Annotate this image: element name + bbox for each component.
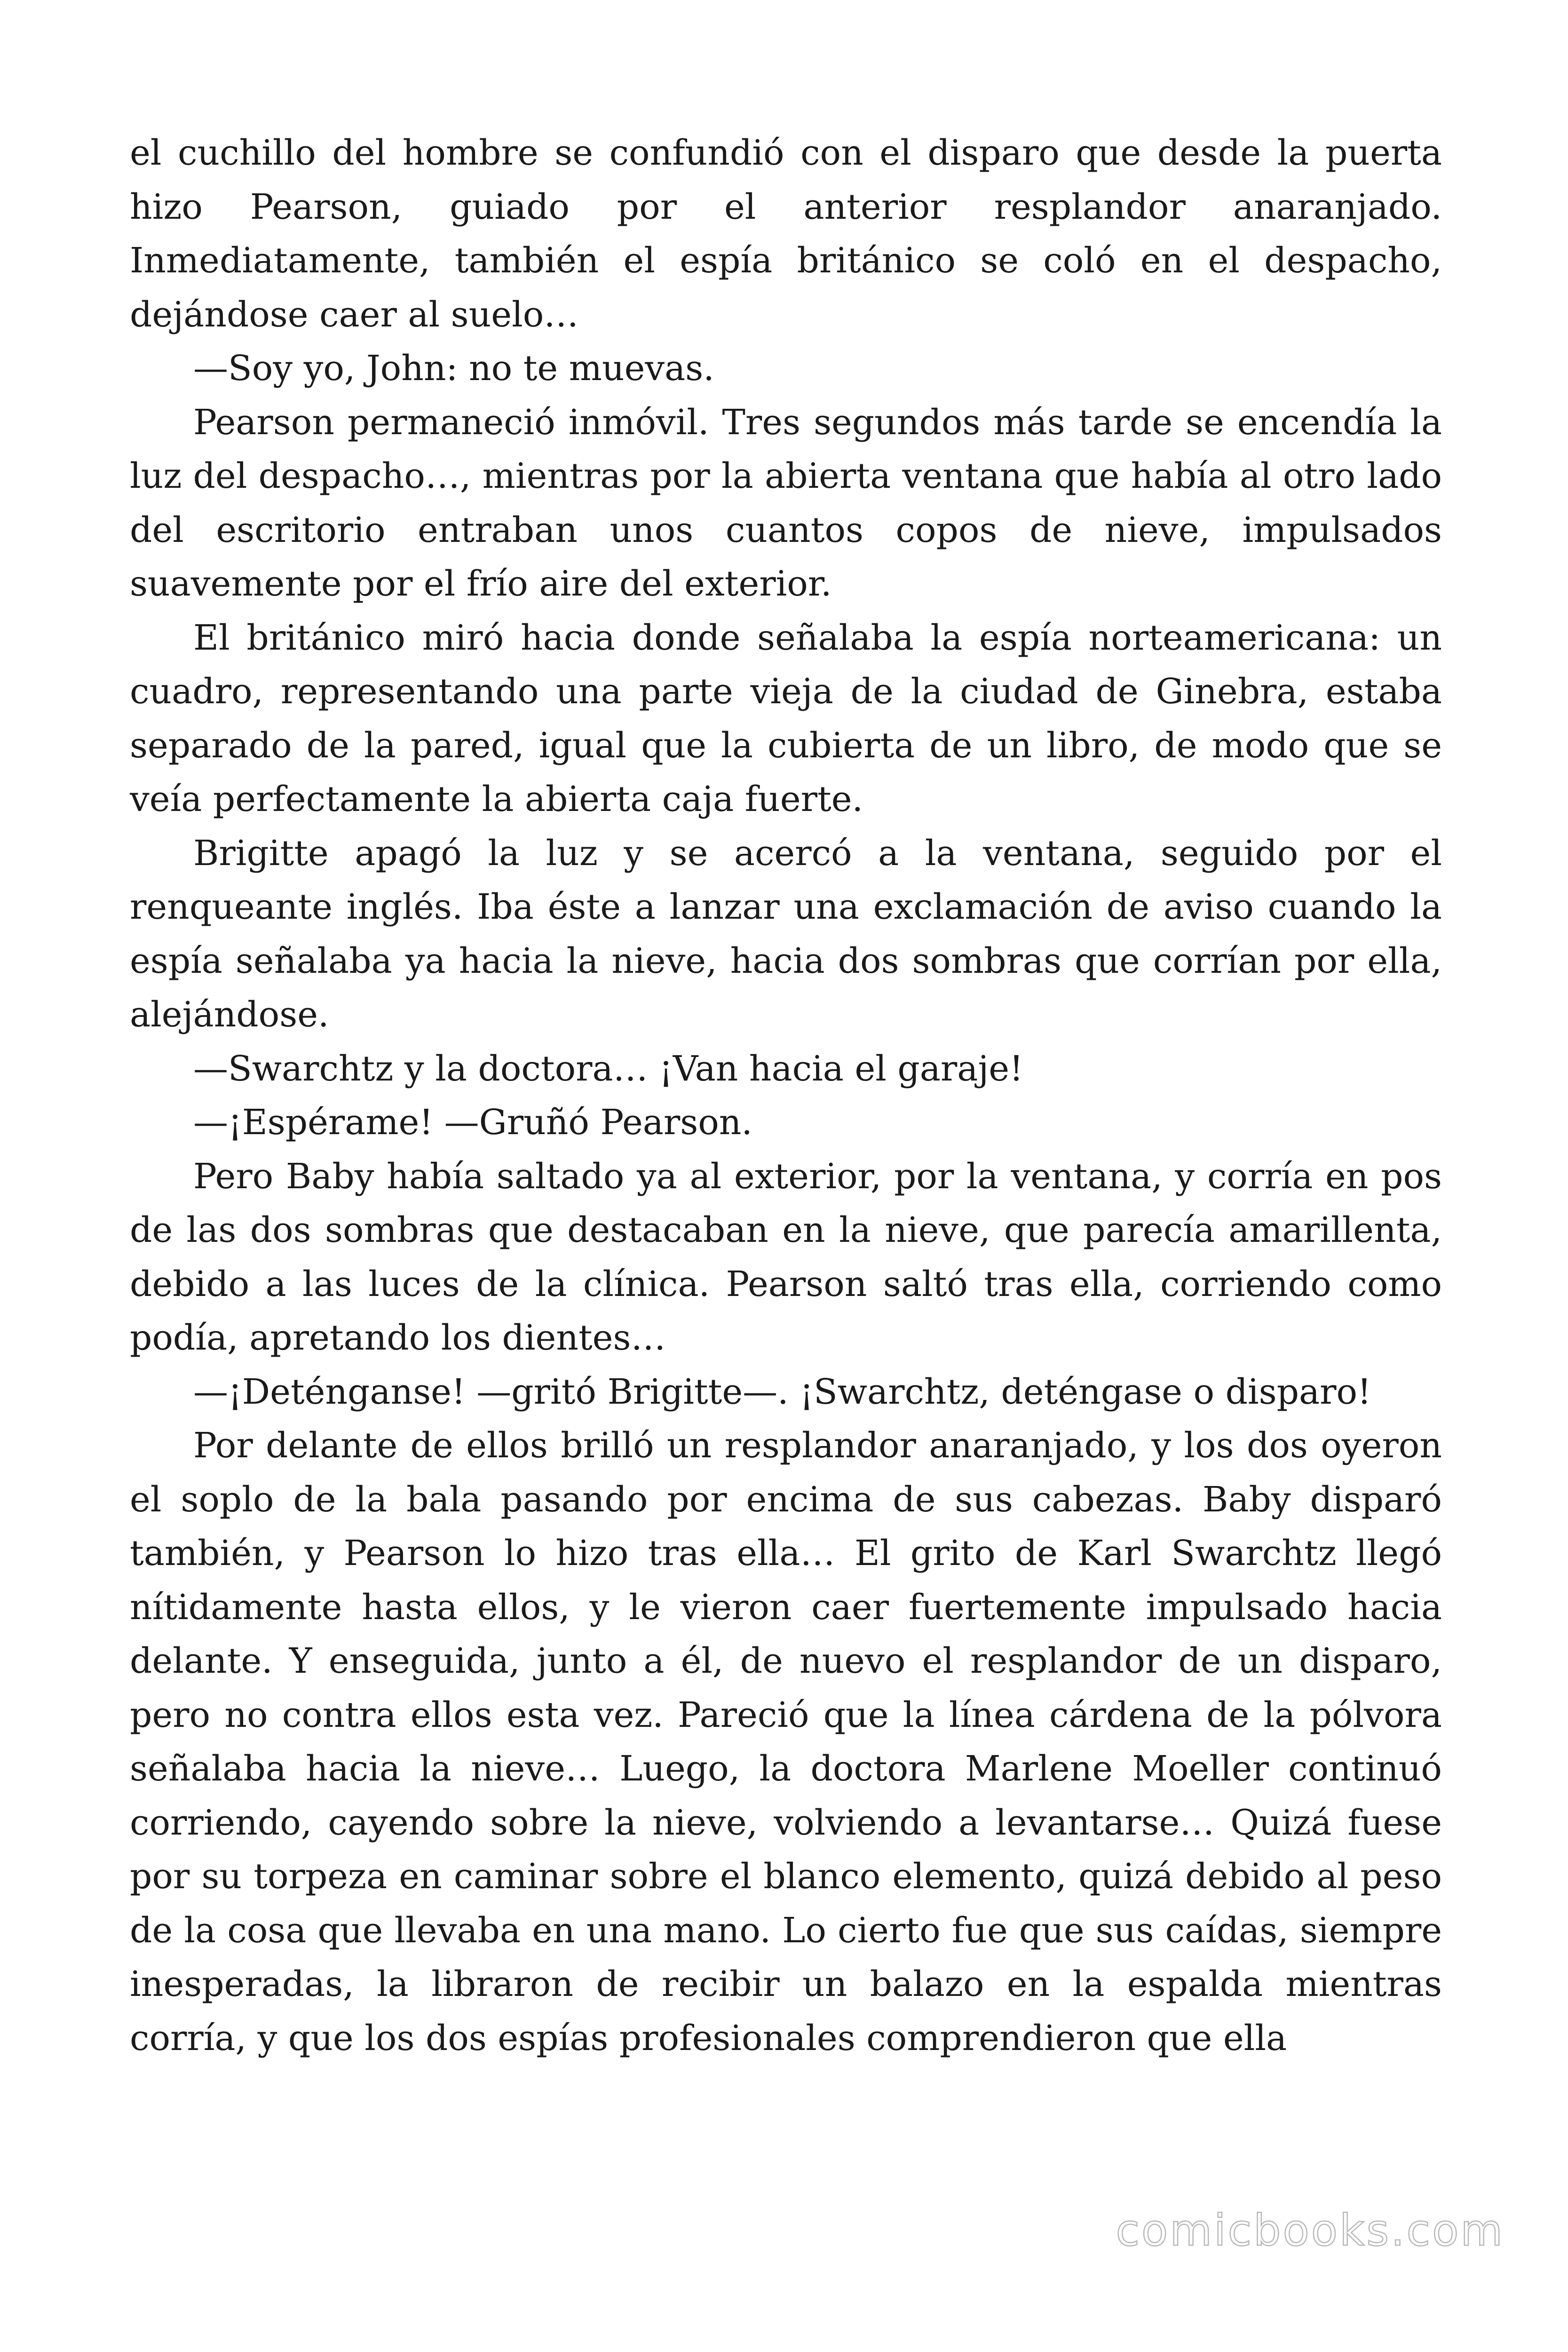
watermark: comicbooks.com xyxy=(1116,2205,1505,2256)
paragraph-1: el cuchillo del hombre se confundió con el disparo que desde la puerta hizo Pearson, guiado por el anterior resplandor anaranjado. Inmediatamente, también el espía británico se coló en el despacho, dejándose caer al suelo… xyxy=(130,133,1442,335)
paragraph-6: —Swarchtz y la doctora… ¡Van hacia el garaje! xyxy=(193,1048,1023,1089)
paragraph-5: Brigitte apagó la luz y se acercó a la ventana, seguido por el renqueante inglés. Iba éste a lanzar una exclamación de aviso cuando la espía señalaba ya hacia la nieve, hacia dos sombras que corrían por ella, alejándose. xyxy=(130,833,1442,1035)
paragraph-9: —¡Deténganse! —gritó Brigitte—. ¡Swarchtz, deténgase o disparo! xyxy=(193,1371,1371,1412)
paragraph-2: —Soy yo, John: no te muevas. xyxy=(193,348,714,389)
paragraph-8: Pero Baby había saltado ya al exterior, por la ventana, y corría en pos de las dos sombras que destacaban en la nieve, que parecía amarillenta, debido a las luces de la clínica. Pearson saltó tras ella, corriendo como podía, apretando los dientes… xyxy=(130,1156,1442,1358)
paragraph-4: El británico miró hacia donde señalaba la espía norteamericana: un cuadro, representando una parte vieja de la ciudad de Ginebra, estaba separado de la pared, igual que la cubierta de un libro, de modo que se veía perfectamente la abierta caja fuerte. xyxy=(130,617,1442,819)
paragraph-10: Por delante de ellos brilló un resplandor anaranjado, y los dos oyeron el soplo de la bala pasando por encima de sus cabezas. Baby disparó también, y Pearson lo hizo tras ella… El grito de Karl Swarchtz llegó nítidamente hasta ellos, y le vieron caer fuertemente impulsado hacia delante. Y enseguida, junto a él, de nuevo el resplandor de un disparo, pero no contra ellos esta vez. Pareció que la línea cárdena de la pólvora señalaba hacia la nieve… Luego, la doctora Marlene Moeller continuó corriendo, cayendo sobre la nieve, volviendo a levantarse… Quizá fuese por su torpeza en caminar sobre el blanco elemento, quizá debido al peso de la cosa que llevaba en una mano. Lo cierto fue que sus caídas, siempre inesperadas, la libraron de recibir un balazo en la espalda mientras corría, y que los dos espías profesionales comprendieron que ella xyxy=(130,1425,1442,2058)
page-body xyxy=(130,126,1442,2065)
paragraph-3: Pearson permaneció inmóvil. Tres segundos más tarde se encendía la luz del despacho…, mientras por la abierta ventana que había al otro lado del escritorio entraban unos cuantos copos de nieve, impulsados suavemente por el frío aire del exterior. xyxy=(130,402,1442,604)
paragraph-7: —¡Espérame! —Gruñó Pearson. xyxy=(193,1102,752,1143)
